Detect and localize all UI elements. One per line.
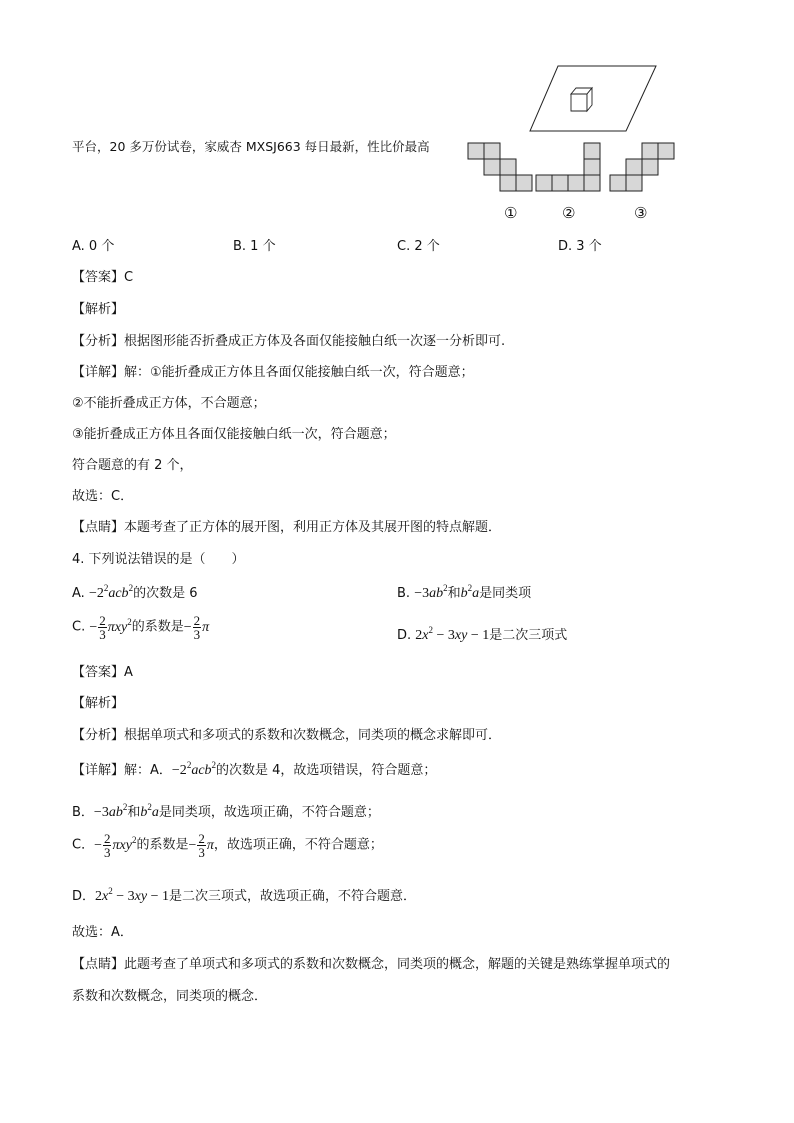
q3-fenxi: 【分析】根据图形能否折叠成正方体及各面仅能接触白纸一次逐一分析即可.	[72, 334, 506, 349]
q4-xiangjie-a: 【详解】解：A．$-2^2acb^2$的次数是 4，故选项错误，符合题意；	[72, 760, 437, 778]
q3-option-a: A. 0 个	[72, 239, 115, 254]
q3-analysis-head: 【解析】	[72, 302, 125, 317]
q4-dianjing-2: 系数和次数概念，同类项的概念．	[72, 989, 268, 1004]
expr-d: $2x^2 - 3xy - 1$	[415, 625, 490, 643]
q3-dianjing: 【点睛】本题考查了正方体的展开图，利用正方体及其展开图的特点解题．	[72, 520, 502, 535]
q3-xiangjie-3: ③能折叠成正方体且各面仅能接触白纸一次，符合题意；	[72, 427, 396, 442]
cube-nets-figure	[466, 141, 676, 193]
expr-xj-c2: − $\frac{2}{3}$ π	[188, 831, 214, 860]
q3-xiangjie-4: 符合题意的有 2 个，	[72, 458, 193, 473]
q4-xiangjie-b: B．$-3ab^2$和$b^2a$是同类项，故选项正确，不符合题意；	[72, 802, 380, 820]
expr-xj-c1: − $\frac{2}{3}$ πxy$^2$	[94, 831, 137, 860]
q4-option-b: B. $-3ab^2$和$b^2a$是同类项	[397, 583, 532, 601]
expr-b2: $b^2a$	[460, 583, 480, 601]
cube-icon	[571, 88, 592, 111]
q4-stem: 4. 下列说法错误的是（ ）	[72, 552, 245, 567]
q4-option-d: D. $2x^2 - 3xy - 1$是二次三项式	[397, 625, 568, 643]
figure-label-3: ③	[634, 204, 648, 222]
expr-a: $-2^2acb^2$	[88, 583, 134, 601]
q4-dianjing-1: 【点睛】此题考查了单项式和多项式的系数和次数概念，同类项的概念，解题的关键是熟练掌握单项式的	[72, 957, 671, 972]
net-2	[536, 143, 600, 191]
figure-label-1: ①	[504, 204, 518, 222]
expr-c2: − $\frac{2}{3}$ π	[183, 613, 210, 642]
q4-answer: 【答案】A	[72, 665, 133, 680]
q4-option-a: A. $-2^2acb^2$的次数是 6	[72, 583, 198, 601]
q3-xiangjie-1: 【详解】解：①能折叠成正方体且各面仅能接触白纸一次，符合题意；	[72, 365, 474, 380]
net-1	[468, 143, 532, 191]
q4-xiangjie-d: D．$2x^2 - 3xy - 1$是二次三项式，故选项正确，不符合题意．	[72, 886, 416, 904]
expr-c1: − $\frac{2}{3}$ πxy$^2$	[89, 613, 132, 642]
q4-analysis-head: 【解析】	[72, 696, 125, 711]
expr-xj-b1: $-3ab^2$	[93, 802, 128, 820]
expr-b1: $-3ab^2$	[414, 583, 448, 601]
watermark-text: 平台，20 多万份试卷，家威杏 MXSJ663 每日最新，性比价最高	[72, 139, 430, 154]
q4-choose: 故选：A．	[72, 925, 133, 940]
q4-xiangjie-c: C．− $\frac{2}{3}$ πxy$^2$的系数是− $\frac{2}{3}$ π，故选项正确，不符合题意；	[72, 831, 383, 860]
paper-with-cube-figure	[528, 64, 658, 134]
q4-fenxi: 【分析】根据单项式和多项式的系数和次数概念，同类项的概念求解即可．	[72, 728, 502, 743]
expr-xj-b2: $b^2a$	[140, 802, 159, 820]
q3-choose: 故选：C．	[72, 489, 134, 504]
q3-option-b: B. 1 个	[233, 239, 276, 254]
q3-xiangjie-2: ②不能折叠成正方体，不合题意；	[72, 396, 266, 411]
figure-label-2: ②	[562, 204, 576, 222]
net-3	[610, 143, 674, 191]
q3-option-c: C. 2 个	[397, 239, 440, 254]
white-paper-parallelogram	[530, 66, 656, 131]
q3-answer: 【答案】C	[72, 270, 134, 285]
expr-xj-d: $2x^2 - 3xy - 1$	[95, 886, 169, 904]
q3-option-d: D. 3 个	[558, 239, 602, 254]
expr-xj-a: $-2^2acb^2$	[171, 760, 217, 778]
q4-option-c: C. − $\frac{2}{3}$ πxy$^2$的系数是− $\frac{2}{3}$ π	[72, 613, 210, 642]
